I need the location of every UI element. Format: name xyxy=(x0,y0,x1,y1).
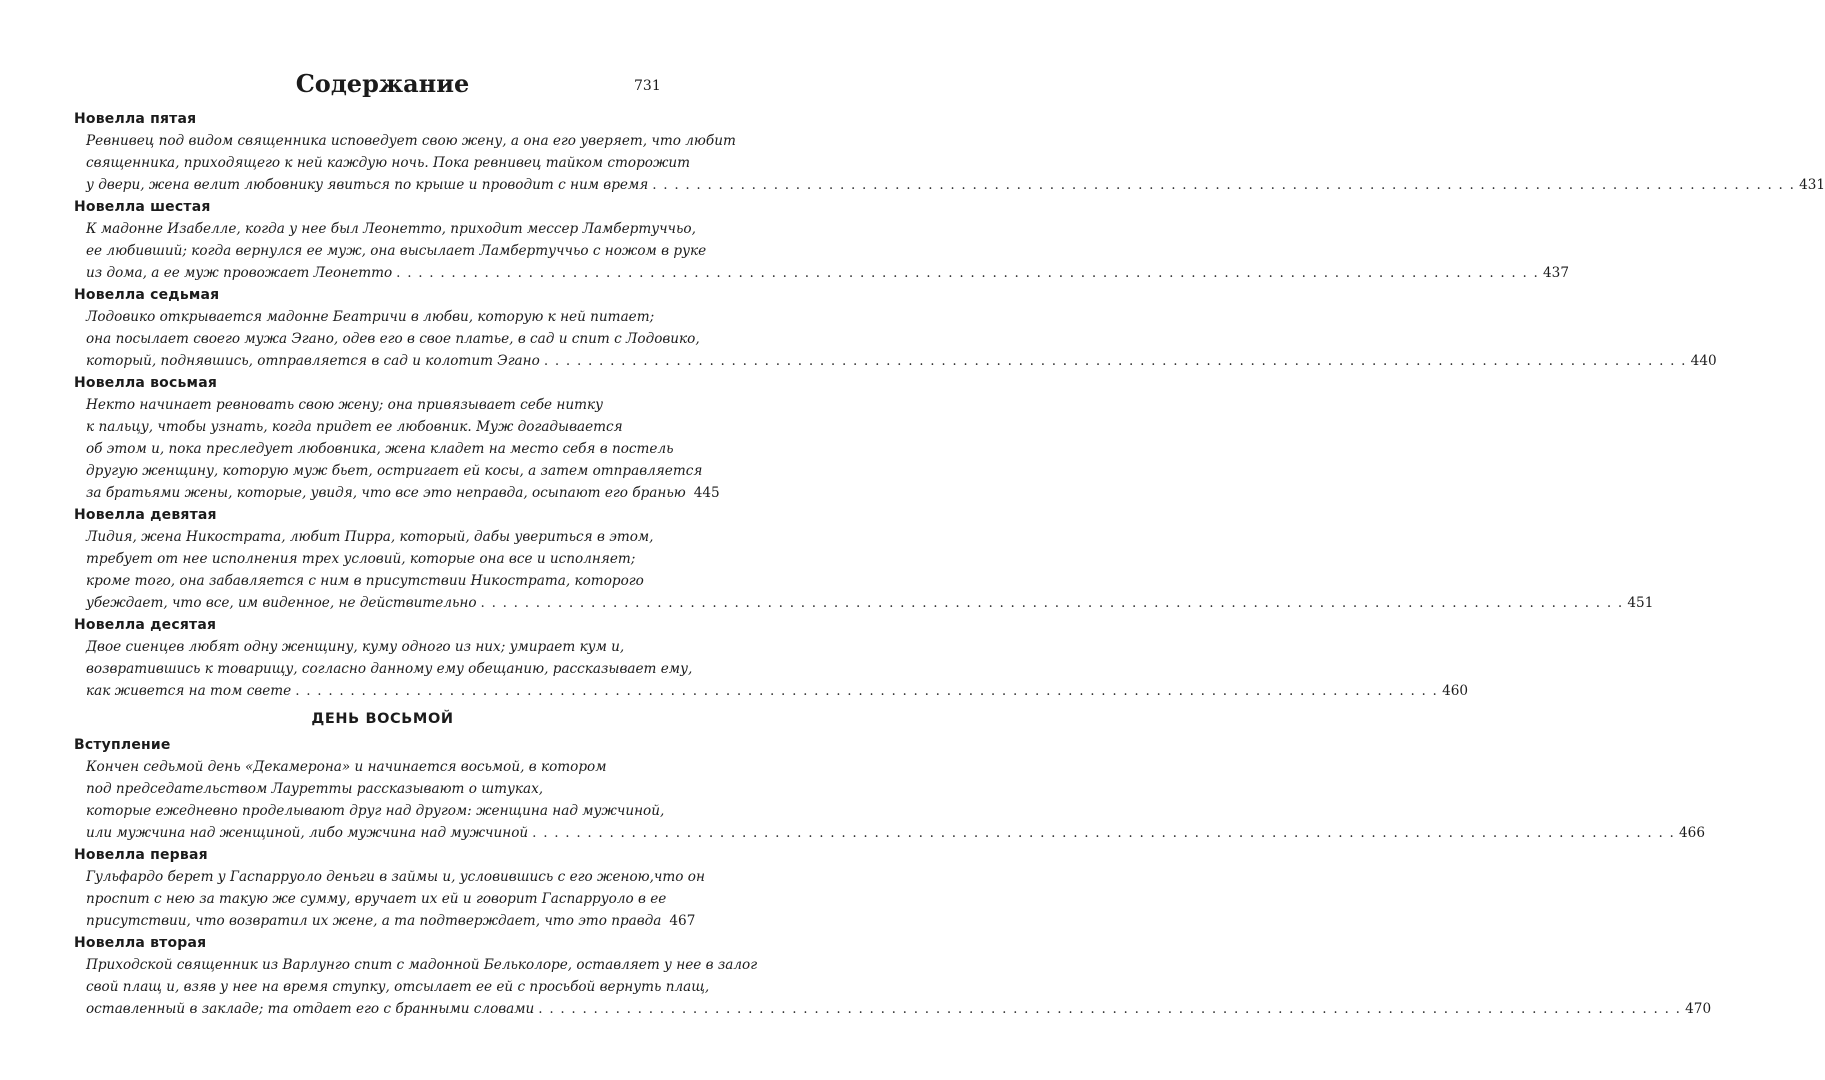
entry-title: Новелла десятая xyxy=(74,617,217,633)
entry-description-line: К мадонне Изабелле, когда у нее был Леонетто, приходит мессер Ламбертуччьо, xyxy=(86,221,696,237)
toc-entry xyxy=(0,284,1717,372)
toc-entries-day-seven xyxy=(0,108,1825,702)
entry-description-line: она посылает своего мужа Эгано, одев его в свое платье, в сад и спит с Лодовико, xyxy=(86,331,700,347)
entry-title: Новелла восьмая xyxy=(74,375,218,391)
toc-entry xyxy=(0,614,1469,702)
toc-entry xyxy=(0,196,1569,284)
entry-description-text: убеждает, что все, им виденное, не действительно xyxy=(86,595,477,611)
entry-description-text: за братьями жены, которые, увидя, что все это неправда, осыпают его бранью xyxy=(86,485,686,501)
section-heading: ДЕНЬ ВОСЬМОЙ xyxy=(311,711,454,727)
entry-description-line: Некто начинает ревновать свою жену; она привязывает себе нитку xyxy=(86,397,604,413)
entry-description-text: или мужчина над женщиной, либо мужчина над мужчиной xyxy=(86,825,529,841)
leader-dots: . . . . . . . . . . . . . . . . . . . . . . . . . . . . . . . . . . . . . . . . . . . . . . . . . . . . . . . . . . . . . . . . . . . . . . . . . . . . . . . . . . . . . . . . . . . . . . . . . . . . . . . . xyxy=(538,1001,1682,1017)
entry-description-line: под председательством Лауретты рассказывают о штуках, xyxy=(86,781,544,797)
toc-entry xyxy=(0,932,1712,1020)
entry-title: Новелла пятая xyxy=(74,111,197,127)
entry-title: Вступление xyxy=(74,737,171,753)
entry-title: Новелла первая xyxy=(74,847,208,863)
entry-description-line xyxy=(86,482,720,504)
leader-dots: . . . . . . . . . . . . . . . . . . . . . . . . . . . . . . . . . . . . . . . . . . . . . . . . . . . . . . . . . . . . . . . . . . . . . . . . . . . . . . . . . . . . . . . . . . . . . . . . . . . . . . . . xyxy=(532,825,1676,841)
entry-description-line xyxy=(86,998,1712,1020)
entry-description-text: из дома, а ее муж провожает Леонетто xyxy=(86,265,393,281)
entry-description-line: Лодовико открывается мадонне Беатричи в любви, которую к ней питает; xyxy=(86,309,655,325)
toc-entry xyxy=(0,844,765,932)
entry-description-line: Приходской священник из Варлунго спит с мадонной Бельколоре, оставляет у нее в залог xyxy=(86,957,758,973)
entry-description-line: которые ежедневно проделывают друг над другом: женщина над мужчиной, xyxy=(86,803,665,819)
entry-page-number: 445 xyxy=(693,485,720,501)
entry-description-line xyxy=(86,680,1469,702)
entry-description-text: у двери, жена велит любовнику явиться по крыше и проводит с ним время xyxy=(86,177,649,193)
entry-description-line xyxy=(86,822,1705,844)
entry-title: Новелла вторая xyxy=(74,935,207,951)
entry-page-number: 470 xyxy=(1685,1001,1712,1017)
leader-dots: . . . . . . . . . . . . . . . . . . . . . . . . . . . . . . . . . . . . . . . . . . . . . . . . . . . . . . . . . . . . . . . . . . . . . . . . . . . . . . . . . . . . . . . . . . . . . . . . . . . . . . . . xyxy=(543,353,1687,369)
toc-entries-day-eight xyxy=(0,734,1712,1020)
entry-page-number: 440 xyxy=(1690,353,1717,369)
entry-description-line: Лидия, жена Никострата, любит Пирра, который, дабы увериться в этом, xyxy=(86,529,654,545)
entry-page-number: 466 xyxy=(1679,825,1705,841)
entry-description-line xyxy=(86,592,1654,614)
entry-description-line xyxy=(86,262,1569,284)
entry-description-line: кроме того, она забавляется с ним в присутствии Никострата, которого xyxy=(86,573,644,589)
entry-description-line: Гульфардо берет у Гаспарруоло деньги в займы и, условившись с его женою,что он xyxy=(86,869,705,885)
entry-description-line: возвратившись к товарищу, согласно данному ему обещанию, рассказывает ему, xyxy=(86,661,693,677)
entry-description-text: как живется на том свете xyxy=(86,683,292,699)
entry-description-line: требует от нее исполнения трех условий, которые она все и исполняет; xyxy=(86,551,636,567)
leader-dots: . . . . . . . . . . . . . . . . . . . . . . . . . . . . . . . . . . . . . . . . . . . . . . . . . . . . . . . . . . . . . . . . . . . . . . . . . . . . . . . . . . . . . . . . . . . . . . . . . . . . . . . . xyxy=(652,177,1796,193)
entry-description-line xyxy=(86,174,1825,196)
entry-title: Новелла девятая xyxy=(74,507,217,523)
entry-page-number: 460 xyxy=(1442,683,1469,699)
entry-description-line: свой плащ и, взяв у нее на время ступку, отсылает ее ей с просьбой вернуть плащ, xyxy=(86,979,710,995)
toc-entry xyxy=(0,504,1654,614)
leader-dots: . . . . . . . . . . . . . . . . . . . . . . . . . . . . . . . . . . . . . . . . . . . . . . . . . . . . . . . . . . . . . . . . . . . . . . . . . . . . . . . . . . . . . . . . . . . . . . . . . . . . . . . . xyxy=(295,683,1439,699)
entry-page-number: 431 xyxy=(1799,177,1825,193)
entry-description-line: священника, приходящего к ней каждую ночь. Пока ревнивец тайком сторожит xyxy=(86,155,691,171)
entry-description-text: который, поднявшись, отправляется в сад и колотит Эгано xyxy=(86,353,540,369)
entry-description-line: об этом и, пока преследует любовника, жена кладет на место себя в постель xyxy=(86,441,674,457)
entry-description-line: Двое сиенцев любят одну женщину, куму одного из них; умирает кум и, xyxy=(86,639,625,655)
toc-entry xyxy=(0,108,1825,196)
table-of-contents xyxy=(0,108,1825,1020)
entry-title: Новелла седьмая xyxy=(74,287,220,303)
entry-description-text: оставленный в закладе; та отдает его с бранными словами xyxy=(86,1001,535,1017)
entry-page-number: 467 xyxy=(669,913,696,929)
entry-page-number: 451 xyxy=(1627,595,1654,611)
entry-description-text: присутствии, что возвратил их жене, а та подтверждает, что это правда xyxy=(86,913,662,929)
entry-description-line: проспит с нею за такую же сумму, вручает их ей и говорит Гаспарруоло в ее xyxy=(86,891,667,907)
entry-description-line: к пальцу, чтобы узнать, когда придет ее любовник. Муж догадывается xyxy=(86,419,623,435)
entry-page-number: 437 xyxy=(1543,265,1569,281)
entry-description-line xyxy=(86,350,1717,372)
toc-entry xyxy=(0,734,1705,844)
entry-description-line: Кончен седьмой день «Декамерона» и начинается восьмой, в котором xyxy=(86,759,607,775)
toc-entry xyxy=(0,372,765,504)
entry-description-line xyxy=(86,910,696,932)
entry-description-line: ее любивший; когда вернулся ее муж, она высылает Ламбертуччьо с ножом в руке xyxy=(86,243,707,259)
entry-description-line: другую женщину, которую муж бьет, остригает ей косы, а затем отправляется xyxy=(86,463,703,479)
page-number: 731 xyxy=(634,78,661,94)
entry-title: Новелла шестая xyxy=(74,199,211,215)
leader-dots: . . . . . . . . . . . . . . . . . . . . . . . . . . . . . . . . . . . . . . . . . . . . . . . . . . . . . . . . . . . . . . . . . . . . . . . . . . . . . . . . . . . . . . . . . . . . . . . . . . . . . . . . xyxy=(480,595,1624,611)
page-title: Содержание xyxy=(295,69,470,98)
leader-dots: . . . . . . . . . . . . . . . . . . . . . . . . . . . . . . . . . . . . . . . . . . . . . . . . . . . . . . . . . . . . . . . . . . . . . . . . . . . . . . . . . . . . . . . . . . . . . . . . . . . . . . . . xyxy=(396,265,1540,281)
entry-description-line: Ревнивец под видом священника исповедует свою жену, а она его уверяет, что любит xyxy=(86,133,736,149)
